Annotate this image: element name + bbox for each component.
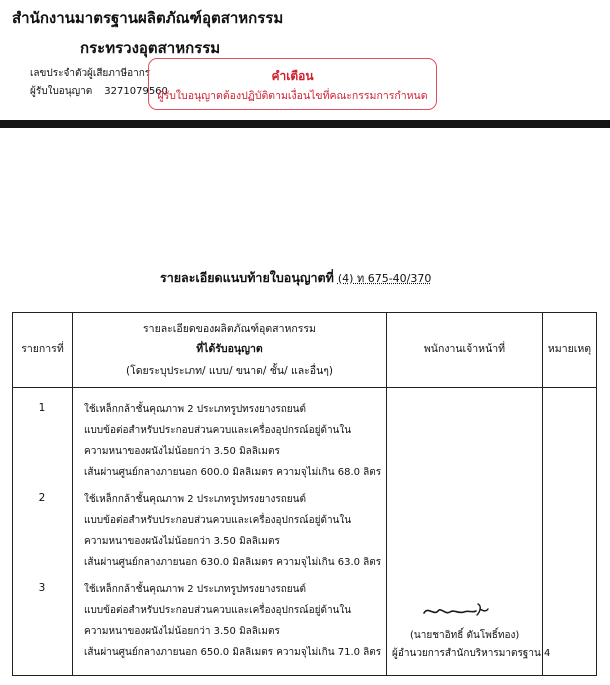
license-number: (4) ท 675-40/370 <box>337 272 432 285</box>
row-2-line-3: ความหนาของผนังไม่น้อยกว่า 3.50 มิลลิเมตร <box>84 536 280 547</box>
row-2-line-2: แบบข้อต่อสำหรับประกอบส่วนควบและเครื่องอุปกรณ์อยู่ด้านใน <box>84 515 352 526</box>
table-col-divider-2 <box>386 312 387 676</box>
row-2-number: 2 <box>38 492 46 504</box>
header-detail-line1: รายละเอียดของผลิตภัณฑ์อุตสาหกรรม <box>143 323 316 335</box>
agency-name: สำนักงานมาตรฐานผลิตภัณฑ์อุตสาหกรรม <box>12 9 284 27</box>
row-3-line-3: ความหนาของผนังไม่น้อยกว่า 3.50 มิลลิเมตร <box>84 626 280 637</box>
row-1-number: 1 <box>38 402 46 414</box>
row-1-line-2: แบบข้อต่อสำหรับประกอบส่วนควบและเครื่องอุปกรณ์อยู่ด้านใน <box>84 425 352 436</box>
row-2-line-1: ใช้เหล็กกล้าชั้นคุณภาพ 2 ประเภทรูปทรงยางรถยนต์ <box>84 494 306 505</box>
row-1-line-3: ความหนาของผนังไม่น้อยกว่า 3.50 มิลลิเมตร <box>84 446 280 457</box>
officer-name: (นายชาอิทธิ์ ตันโพธิ์ทอง) <box>410 630 520 641</box>
warning-box <box>148 58 437 110</box>
header-note: หมายเหตุ <box>547 343 592 355</box>
header-detail-line3: (โดยระบุประเภท/ แบบ/ ขนาด/ ชั้น/ และอื่นๆ) <box>125 365 334 377</box>
table-border-bottom <box>12 675 596 676</box>
warning-title: คำเตือน <box>271 69 314 83</box>
header-divider <box>0 120 610 128</box>
warning-text: ผู้รับใบอนุญาตต้องปฏิบัติตามเงื่อนไขที่คณะกรรมการกำหนด <box>157 90 428 102</box>
officer-signature <box>420 600 490 620</box>
officer-position: ผู้อำนวยการสำนักบริหารมาตรฐาน 4 <box>392 648 551 659</box>
table-header-divider <box>12 387 596 388</box>
row-3-line-4: เส้นผ่านศูนย์กลางภายนอก 650.0 มิลลิเมตร ความจุไม่เกิน 71.0 ลิตร <box>84 647 382 658</box>
document-title <box>160 268 431 288</box>
row-3-line-1: ใช้เหล็กกล้าชั้นคุณภาพ 2 ประเภทรูปทรงยางรถยนต์ <box>84 584 306 595</box>
licensee-label: ผู้รับใบอนุญาต <box>30 86 93 97</box>
row-3-line-2: แบบข้อต่อสำหรับประกอบส่วนควบและเครื่องอุปกรณ์อยู่ด้านใน <box>84 605 352 616</box>
header-item-number: รายการที่ <box>21 343 64 355</box>
document-title-text: รายละเอียดแนบท้ายใบอนุญาตที่ <box>160 270 334 285</box>
ministry-name: กระทรวงอุตสาหกรรม <box>80 39 221 57</box>
table-border-right <box>596 312 597 676</box>
licensee-number: 3271079560 <box>104 86 168 97</box>
row-2-line-4: เส้นผ่านศูนย์กลางภายนอก 630.0 มิลลิเมตร ความจุไม่เกิน 63.0 ลิตร <box>84 557 382 568</box>
row-1-line-4: เส้นผ่านศูนย์กลางภายนอก 600.0 มิลลิเมตร ความจุไม่เกิน 68.0 ลิตร <box>84 467 382 478</box>
header-detail-line2: ที่ได้รับอนุญาต <box>196 343 263 355</box>
table-border-top <box>12 312 596 313</box>
taxpayer-id-label: เลขประจำตัวผู้เสียภาษีอากร <box>30 68 151 79</box>
table-col-divider-3 <box>542 312 543 676</box>
header-officer: พนักงานเจ้าหน้าที่ <box>423 343 506 355</box>
row-1-line-1: ใช้เหล็กกล้าชั้นคุณภาพ 2 ประเภทรูปทรงยางรถยนต์ <box>84 404 306 415</box>
row-3-number: 3 <box>38 582 46 594</box>
